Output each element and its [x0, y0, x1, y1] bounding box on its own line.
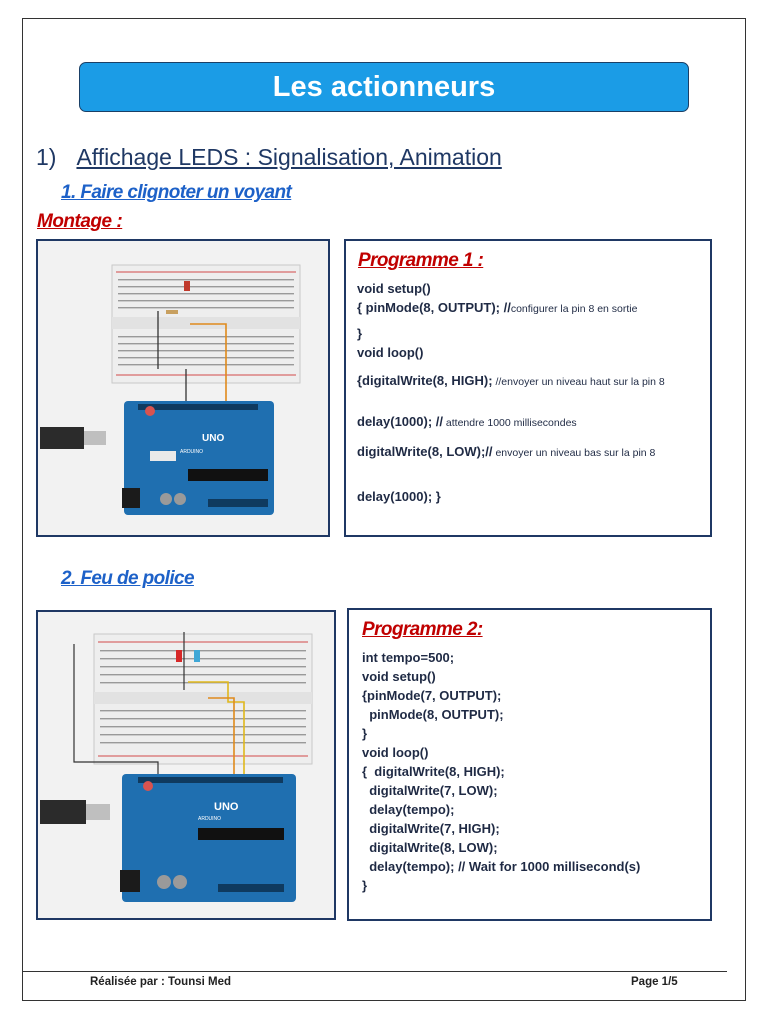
section-heading	[36, 144, 502, 171]
program-2-box	[347, 608, 712, 921]
footer-divider	[22, 971, 727, 972]
program-2-title: Programme 2:	[362, 619, 483, 640]
code-line: { pinMode(8, OUTPUT); //configurer la pin 8 en sortie	[357, 300, 638, 315]
code-line: delay(tempo); // Wait for 1000 millisecond(s)	[362, 859, 641, 874]
section-title: Affichage LEDS : Signalisation, Animation	[76, 144, 502, 170]
code-line: }	[362, 726, 368, 741]
code-line: { digitalWrite(8, HIGH);	[362, 764, 505, 779]
board-model-label: UNO	[214, 801, 239, 813]
code-line: delay(tempo);	[362, 802, 455, 817]
code-line: }	[362, 878, 368, 893]
footer-author: Réalisée par : Tounsi Med	[90, 976, 232, 988]
code-line: {pinMode(7, OUTPUT);	[362, 688, 502, 703]
montage-label: Montage :	[37, 211, 123, 232]
code-line: digitalWrite(7, LOW);	[362, 783, 498, 798]
board-brand-label: ARDUINO	[198, 816, 222, 822]
code-line: pinMode(8, OUTPUT);	[362, 707, 504, 722]
code-line: void setup()	[362, 669, 436, 684]
code-line: }	[357, 326, 363, 341]
circuit-diagram-1	[36, 239, 330, 537]
board-brand-label: ARDUINO	[180, 449, 204, 455]
code-line: {digitalWrite(8, HIGH); //envoyer un niveau haut sur la pin 8	[357, 373, 665, 388]
code-line: delay(1000); // attendre 1000 millisecondes	[357, 414, 577, 429]
circuit-diagram-2	[36, 610, 336, 920]
board-model-label: UNO	[202, 433, 225, 444]
footer-page-number: Page 1/5	[631, 976, 678, 988]
section-number: 1)	[36, 144, 57, 170]
code-line: void loop()	[362, 745, 429, 760]
code-line: delay(1000); }	[357, 489, 441, 504]
code-line: digitalWrite(8, LOW);	[362, 840, 498, 855]
program-1-box	[344, 239, 712, 537]
subsection-1-title: 1. Faire clignoter un voyant	[61, 182, 292, 203]
page-title: Les actionneurs	[79, 62, 689, 112]
code-line: void setup()	[357, 281, 431, 296]
subsection-2-title: 2. Feu de police	[61, 568, 194, 589]
code-line: digitalWrite(7, HIGH);	[362, 821, 500, 836]
program-1-title: Programme 1 :	[358, 250, 484, 271]
code-line: int tempo=500;	[362, 650, 455, 665]
code-line: digitalWrite(8, LOW);// envoyer un niveau bas sur la pin 8	[357, 444, 656, 459]
code-line: void loop()	[357, 345, 424, 360]
